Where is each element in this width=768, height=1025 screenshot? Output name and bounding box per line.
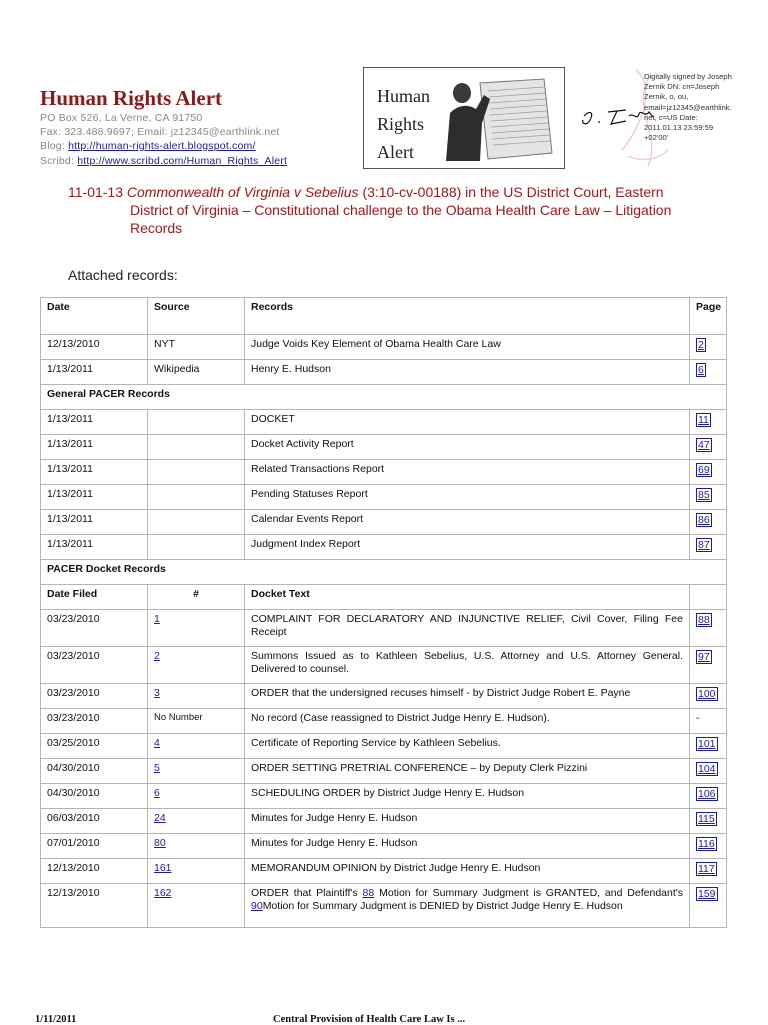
row-source bbox=[148, 460, 245, 485]
page-link[interactable]: 159 bbox=[698, 888, 716, 900]
docket-number-link[interactable]: 161 bbox=[154, 862, 172, 874]
row-page-cell bbox=[690, 485, 727, 510]
table-row bbox=[41, 759, 727, 784]
row-docket-text: No record (Case reassigned to District Judge Henry E. Hudson). bbox=[245, 709, 690, 734]
row-num-cell bbox=[148, 834, 245, 859]
page-link[interactable]: 97 bbox=[698, 651, 710, 663]
eleanor-roosevelt-photo bbox=[440, 73, 558, 161]
row-source bbox=[148, 535, 245, 560]
row-docket-text bbox=[245, 884, 690, 928]
row-source bbox=[148, 510, 245, 535]
row-num-cell bbox=[148, 734, 245, 759]
row-source: NYT bbox=[148, 335, 245, 360]
table-row bbox=[41, 410, 727, 435]
table-row bbox=[41, 884, 727, 928]
row-record: Calendar Events Report bbox=[245, 510, 690, 535]
table-row bbox=[41, 784, 727, 809]
row-date: 03/23/2010 bbox=[41, 709, 148, 734]
page-link[interactable]: 69 bbox=[698, 464, 710, 476]
row-date: 1/13/2011 bbox=[41, 510, 148, 535]
motion-88-link[interactable]: 88 bbox=[362, 887, 375, 899]
table-row bbox=[41, 535, 727, 560]
section-pacer-docket bbox=[41, 560, 727, 585]
row-date: 12/13/2010 bbox=[41, 884, 148, 928]
signature-text: Digitally signed by Joseph Zernik DN: cn=Joseph Zernik, o, ou, email=jz12345@earthlink.net, c=US Date: 2011.01.13 23:59:59 +02'00' bbox=[644, 72, 732, 143]
row-date: 12/13/2010 bbox=[41, 859, 148, 884]
row-page-cell bbox=[690, 460, 727, 485]
row-num-cell bbox=[148, 759, 245, 784]
row-num-cell bbox=[148, 859, 245, 884]
row-date: 1/13/2011 bbox=[41, 485, 148, 510]
row-num-cell bbox=[148, 809, 245, 834]
row-date: 1/13/2011 bbox=[41, 410, 148, 435]
row-page-cell bbox=[690, 535, 727, 560]
docket-number-link[interactable]: 3 bbox=[154, 687, 160, 699]
row-record: Judgment Index Report bbox=[245, 535, 690, 560]
org-name: Human Rights Alert bbox=[40, 86, 223, 110]
page-link[interactable]: 11 bbox=[698, 414, 709, 426]
table-row bbox=[41, 647, 727, 684]
header-source: Source bbox=[148, 298, 245, 335]
blog-link[interactable]: http://human-rights-alert.blogspot.com/ bbox=[68, 140, 256, 152]
row-record: Docket Activity Report bbox=[245, 435, 690, 460]
title-case-number: (3:10-cv-00188) in the US District Court, Eastern bbox=[362, 184, 664, 200]
row-date: 07/01/2010 bbox=[41, 834, 148, 859]
docket-number-link[interactable]: 6 bbox=[154, 787, 160, 799]
footer-title: Central Provision of Health Care Law Is ... bbox=[273, 1014, 466, 1025]
org-address: PO Box 526, La Verne, CA 91750 bbox=[40, 112, 203, 124]
section-title: General PACER Records bbox=[41, 385, 727, 410]
logo-word-2: Rights bbox=[377, 114, 425, 134]
row-date: 04/30/2010 bbox=[41, 759, 148, 784]
order-text-c: Motion for Summary Judgment is DENIED by District Judge Henry E. Hudson bbox=[262, 899, 623, 912]
docket-header-row bbox=[41, 585, 727, 610]
docket-number-link[interactable]: 24 bbox=[154, 812, 166, 824]
table-row bbox=[41, 859, 727, 884]
row-date: 1/13/2011 bbox=[41, 360, 148, 385]
row-docket-text: COMPLAINT FOR DECLARATORY AND INJUNCTIVE RELIEF, Civil Cover, Filing Fee Receipt bbox=[245, 610, 690, 647]
row-page-cell bbox=[690, 335, 727, 360]
table-row bbox=[41, 834, 727, 859]
row-page-cell bbox=[690, 759, 727, 784]
row-date: 03/23/2010 bbox=[41, 684, 148, 709]
row-num-cell bbox=[148, 610, 245, 647]
row-record: Henry E. Hudson bbox=[245, 360, 690, 385]
attached-records-label: Attached records: bbox=[68, 267, 178, 283]
row-num-cell bbox=[148, 684, 245, 709]
row-num-cell bbox=[148, 884, 245, 928]
page-link[interactable]: 87 bbox=[698, 539, 710, 551]
row-num-cell bbox=[148, 784, 245, 809]
row-record: Pending Statuses Report bbox=[245, 485, 690, 510]
table-row bbox=[41, 709, 727, 734]
row-page-cell bbox=[690, 884, 727, 928]
row-source bbox=[148, 435, 245, 460]
scribd-label: Scribd: bbox=[40, 155, 75, 167]
table-row bbox=[41, 485, 727, 510]
page-link[interactable]: 86 bbox=[698, 514, 710, 526]
row-page-cell bbox=[690, 734, 727, 759]
records-table bbox=[40, 297, 727, 928]
table-row bbox=[41, 435, 727, 460]
title-date: 11-01-13 bbox=[68, 184, 124, 200]
docket-number-link[interactable]: 2 bbox=[154, 650, 160, 662]
page-link[interactable]: 101 bbox=[698, 738, 716, 750]
table-row bbox=[41, 335, 727, 360]
docket-number-link[interactable]: 80 bbox=[154, 837, 166, 849]
row-docket-text: ORDER SETTING PRETRIAL CONFERENCE – by Deputy Clerk Pizzini bbox=[245, 759, 690, 784]
row-docket-text: Minutes for Judge Henry E. Hudson bbox=[245, 834, 690, 859]
scribd-link[interactable]: http://www.scribd.com/Human_Rights_Alert bbox=[77, 155, 288, 167]
page-link[interactable]: 115 bbox=[698, 813, 715, 825]
motion-90-link[interactable]: 90 bbox=[251, 899, 263, 912]
page-link[interactable]: 106 bbox=[698, 788, 716, 800]
document-title bbox=[68, 183, 718, 237]
org-fax-email: Fax: 323.488.9697; Email: jz12345@earthlink.net bbox=[40, 126, 280, 138]
row-docket-text: SCHEDULING ORDER by District Judge Henry E. Hudson bbox=[245, 784, 690, 809]
row-page-cell bbox=[690, 834, 727, 859]
table-row bbox=[41, 360, 727, 385]
docket-number-link[interactable]: 4 bbox=[154, 737, 160, 749]
row-record: Judge Voids Key Element of Obama Health Care Law bbox=[245, 335, 690, 360]
table-row bbox=[41, 460, 727, 485]
org-scribd bbox=[40, 155, 287, 167]
row-docket-text: Summons Issued as to Kathleen Sebelius, U.S. Attorney and U.S. Attorney General. Delivered to counsel. bbox=[245, 647, 690, 684]
section-general-pacer bbox=[41, 385, 727, 410]
row-page-cell bbox=[690, 809, 727, 834]
row-record: Related Transactions Report bbox=[245, 460, 690, 485]
row-page-cell bbox=[690, 510, 727, 535]
page-link[interactable]: 100 bbox=[698, 688, 716, 700]
org-blog bbox=[40, 140, 256, 152]
row-page-cell bbox=[690, 410, 727, 435]
row-page-cell bbox=[690, 360, 727, 385]
logo-word-3: Alert bbox=[377, 142, 414, 162]
header-date: Date bbox=[41, 298, 148, 335]
row-date: 03/25/2010 bbox=[41, 734, 148, 759]
page-link[interactable]: 116 bbox=[698, 838, 715, 850]
row-page-cell bbox=[690, 435, 727, 460]
row-page-cell bbox=[690, 647, 727, 684]
row-docket-text: Minutes for Judge Henry E. Hudson bbox=[245, 809, 690, 834]
row-date: 04/30/2010 bbox=[41, 784, 148, 809]
logo-word-1: Human bbox=[377, 86, 430, 106]
header-page: Page bbox=[690, 298, 727, 335]
title-line-3: Records bbox=[130, 220, 183, 236]
header-docket-text: Docket Text bbox=[245, 585, 690, 610]
row-source: Wikipedia bbox=[148, 360, 245, 385]
row-date: 03/23/2010 bbox=[41, 610, 148, 647]
row-date: 1/13/2011 bbox=[41, 435, 148, 460]
table-row bbox=[41, 610, 727, 647]
page-link[interactable]: 117 bbox=[698, 863, 715, 875]
row-page-cell bbox=[690, 610, 727, 647]
section-title: PACER Docket Records bbox=[41, 560, 727, 585]
digital-signature bbox=[576, 66, 766, 171]
page-link[interactable]: 2 bbox=[698, 339, 704, 351]
header-records: Records bbox=[245, 298, 690, 335]
row-date: 12/13/2010 bbox=[41, 335, 148, 360]
title-case-name: Commonwealth of Virginia v Sebelius bbox=[126, 184, 359, 200]
docket-number-link[interactable]: 162 bbox=[154, 887, 172, 899]
row-page-cell bbox=[690, 859, 727, 884]
row-page-text: - bbox=[690, 709, 727, 734]
table-header-row bbox=[41, 298, 727, 335]
row-docket-text: Certificate of Reporting Service by Kathleen Sebelius. bbox=[245, 734, 690, 759]
footer-date: 1/11/2011 bbox=[35, 1014, 77, 1025]
blog-label: Blog: bbox=[40, 140, 65, 152]
row-page-cell bbox=[690, 684, 727, 709]
row-date: 03/23/2010 bbox=[41, 647, 148, 684]
row-docket-text: ORDER that the undersigned recuses himself - by District Judge Robert E. Payne bbox=[245, 684, 690, 709]
row-source bbox=[148, 485, 245, 510]
row-record: DOCKET bbox=[245, 410, 690, 435]
order-text-b: Motion for Summary Judgment is GRANTED, and Defendant's bbox=[379, 887, 684, 899]
hra-logo bbox=[363, 67, 565, 169]
page-link[interactable]: 6 bbox=[698, 364, 704, 376]
header-number: # bbox=[148, 585, 245, 610]
header-date-filed: Date Filed bbox=[41, 585, 148, 610]
page-link[interactable]: 85 bbox=[698, 489, 710, 501]
row-num-text: No Number bbox=[148, 709, 245, 734]
row-page-cell bbox=[690, 784, 727, 809]
title-line-2: District of Virginia – Constitutional challenge to the Obama Health Care Law – Litigation bbox=[130, 202, 672, 218]
row-num-cell bbox=[148, 647, 245, 684]
table-row bbox=[41, 734, 727, 759]
docket-number-link[interactable]: 1 bbox=[154, 613, 160, 625]
row-date: 1/13/2011 bbox=[41, 460, 148, 485]
order-text-a: ORDER that Plaintiff's bbox=[251, 887, 358, 899]
table-row bbox=[41, 684, 727, 709]
docket-number-link[interactable]: 5 bbox=[154, 762, 160, 774]
table-row bbox=[41, 809, 727, 834]
header-empty bbox=[690, 585, 727, 610]
row-source bbox=[148, 410, 245, 435]
row-date: 06/03/2010 bbox=[41, 809, 148, 834]
table-row bbox=[41, 510, 727, 535]
page-link[interactable]: 88 bbox=[698, 614, 710, 626]
row-docket-text: MEMORANDUM OPINION by District Judge Henry E. Hudson bbox=[245, 859, 690, 884]
page-link[interactable]: 47 bbox=[698, 439, 710, 451]
row-date: 1/13/2011 bbox=[41, 535, 148, 560]
page-link[interactable]: 104 bbox=[698, 763, 716, 775]
